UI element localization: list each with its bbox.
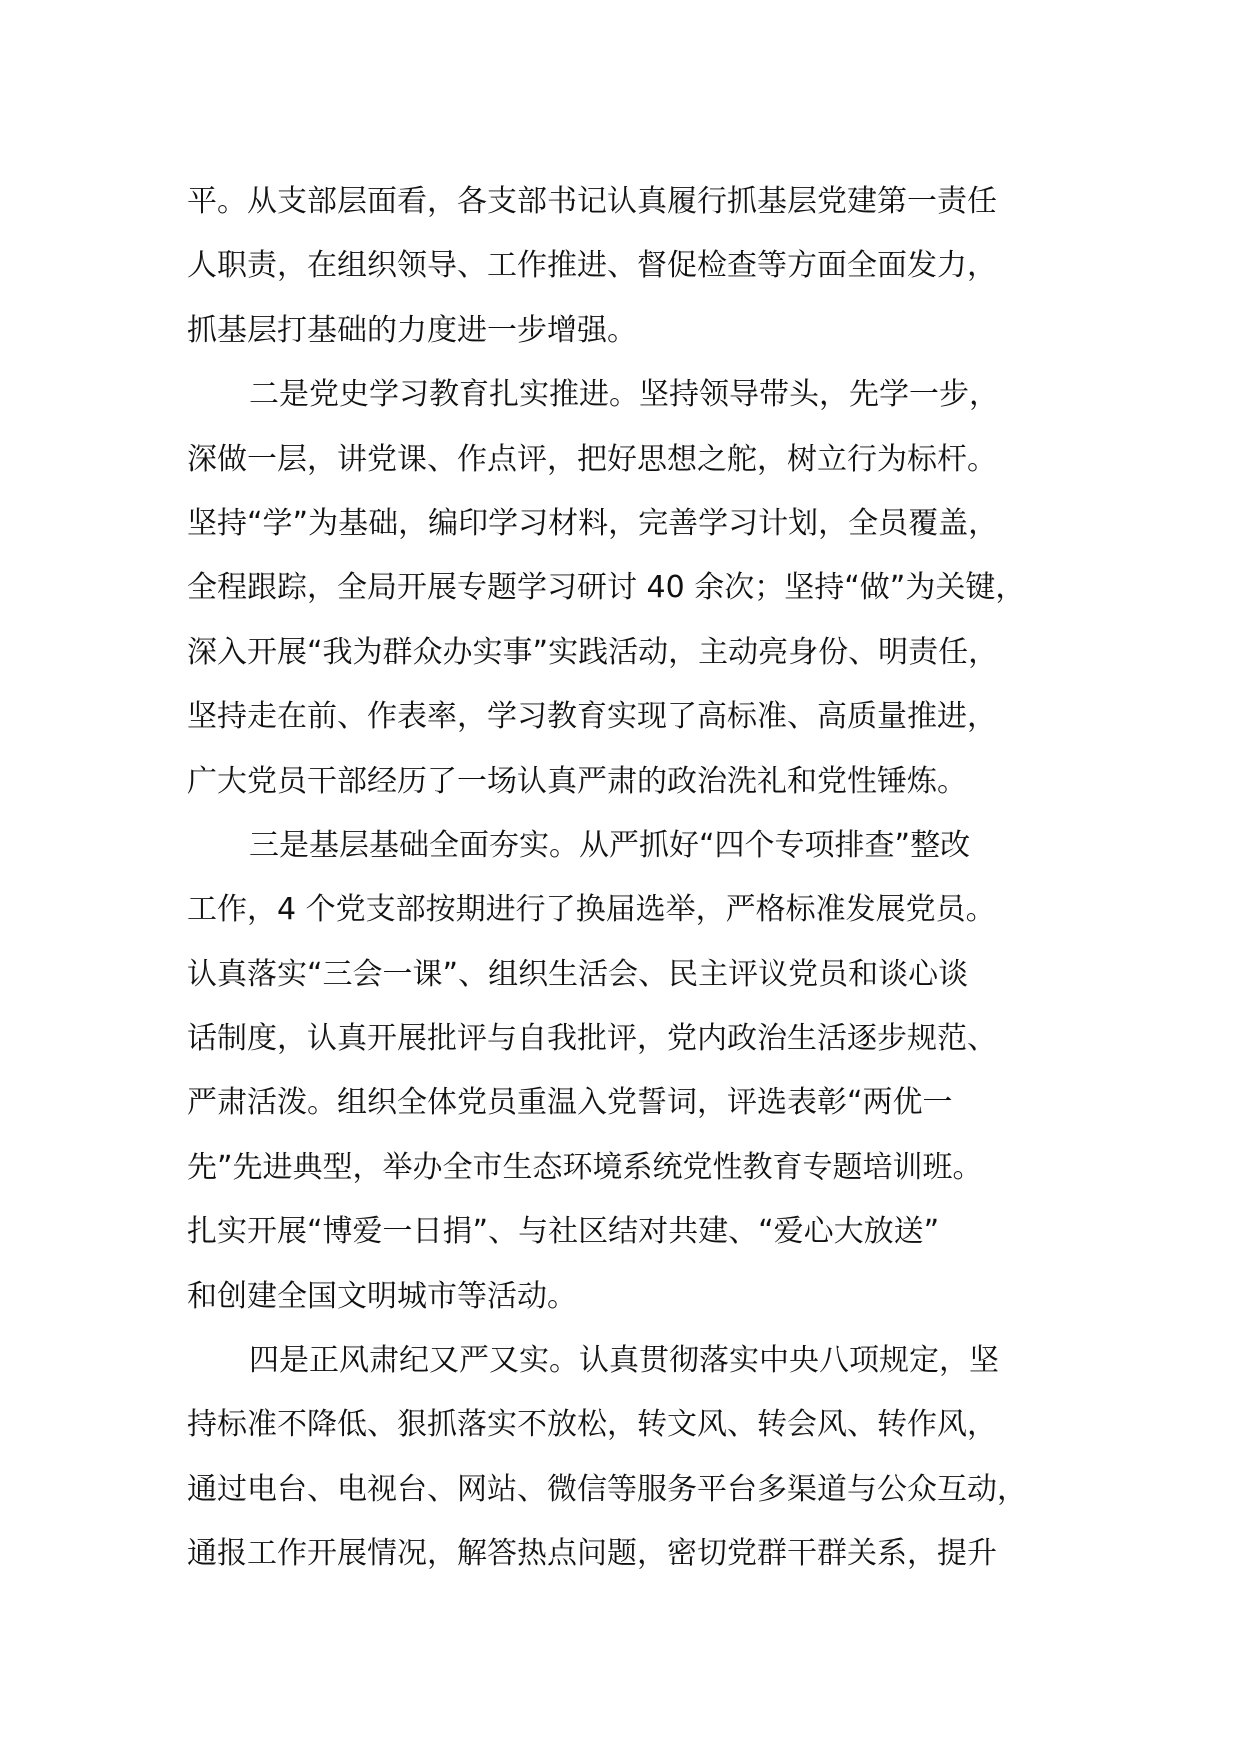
paragraph-start-line: 二是党史学习教育扎实推进。坚持领导带头，先学一步， bbox=[249, 377, 999, 413]
text-line: 严肃活泼。组织全体党员重温入党誓词，评选表彰“两优一 bbox=[187, 1085, 953, 1121]
document-body bbox=[187, 170, 1087, 1587]
text-line: 和创建全国文明城市等活动。 bbox=[187, 1278, 577, 1314]
text-line: 广大党员干部经历了一场认真严肃的政治洗礼和党性锤炼。 bbox=[187, 763, 967, 799]
text-line: 平。从支部层面看，各支部书记认真履行抓基层党建第一责任 bbox=[187, 184, 997, 219]
text-line: 坚持走在前、作表率，学习教育实现了高标准、高质量推进， bbox=[187, 699, 997, 735]
text-line: 深做一层，讲党课、作点评，把好思想之舵，树立行为标杆。 bbox=[187, 441, 997, 477]
text-line: 工作，4 个党支部按期进行了换届选举，严格标准发展党员。 bbox=[187, 892, 996, 928]
paragraph-start-line: 三是基层基础全面夯实。从严抓好“四个专项排查”整改 bbox=[249, 827, 971, 863]
text-line: 持标准不降低、狠抓落实不放松，转文风、转会风、转作风， bbox=[187, 1407, 997, 1443]
paragraph-start-line: 四是正风肃纪又严又实。认真贯彻落实中央八项规定，坚 bbox=[249, 1343, 999, 1379]
text-line: 话制度，认真开展批评与自我批评，党内政治生活逐步规范、 bbox=[187, 1021, 997, 1057]
text-line: 抓基层打基础的力度进一步增强。 bbox=[187, 312, 637, 348]
text-line: 全程跟踪，全局开展专题学习研讨 40 余次；坚持“做”为关键， bbox=[187, 570, 1026, 606]
text-line: 坚持“学”为基础，编印学习材料，完善学习计划，全员覆盖， bbox=[187, 505, 999, 541]
text-line: 通报工作开展情况，解答热点问题，密切党群干群关系，提升 bbox=[187, 1536, 997, 1572]
text-line: 扎实开展“博爱一日捐”、与社区结对共建、“爱心大放送” bbox=[187, 1214, 940, 1250]
text-line: 通过电台、电视台、网站、微信等服务平台多渠道与公众互动， bbox=[187, 1471, 1027, 1507]
text-line: 先”先进典型，举办全市生态环境系统党性教育专题培训班。 bbox=[187, 1149, 983, 1185]
text-line: 人职责，在组织领导、工作推进、督促检查等方面全面发力， bbox=[187, 248, 997, 284]
text-line: 深入开展“我为群众办实事”实践活动，主动亮身份、明责任， bbox=[187, 634, 999, 670]
text-line: 认真落实“三会一课”、组织生活会、民主评议党员和谈心谈 bbox=[187, 956, 969, 992]
